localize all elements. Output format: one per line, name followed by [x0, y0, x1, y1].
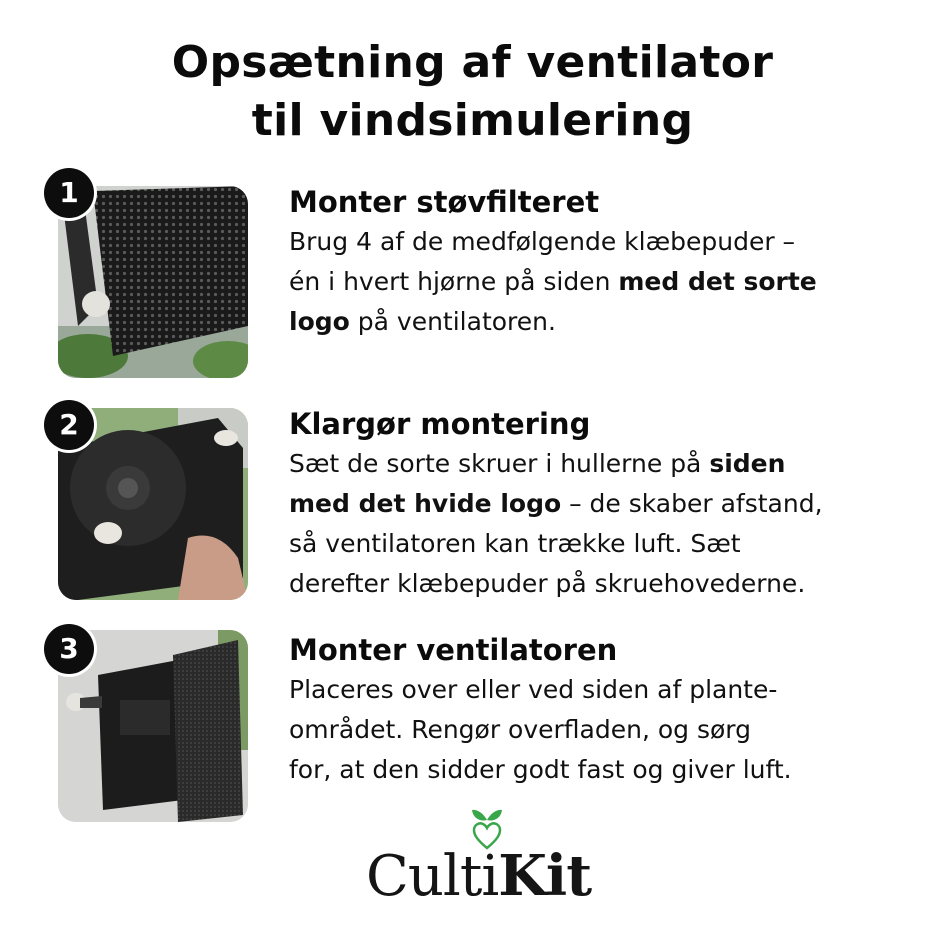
step-description-line: med det hvide logo – de skaber afstand,	[289, 489, 823, 518]
step-description-line: Sæt de sorte skruer i hullerne på siden	[289, 449, 786, 478]
step-3-text	[289, 630, 899, 790]
step-2-text	[289, 404, 899, 604]
brand-name: CultiKit	[366, 843, 592, 909]
title-line-2: til vindsimulering	[251, 95, 694, 146]
brand-logo	[366, 806, 596, 916]
step-description-line: logo på ventilatoren.	[289, 307, 556, 336]
dust-filter-photo	[58, 186, 248, 378]
step-description-line: så ventilatoren kan trække luft. Sæt	[289, 529, 741, 558]
step-description-line: for, at den sidder godt fast og giver luft.	[289, 755, 792, 784]
step-description-line: området. Rengør overfladen, og sørg	[289, 715, 751, 744]
step-number-badge: 1	[44, 168, 94, 218]
step-number-badge: 3	[44, 624, 94, 674]
step-description-line: Placeres over eller ved siden af plante-	[289, 675, 778, 704]
step-description-line: Brug 4 af de medfølgende klæbepuder –	[289, 227, 796, 256]
step-heading: Monter støvfilteret	[289, 185, 600, 219]
step-number-badge: 2	[44, 400, 94, 450]
step-description-line: én i hvert hjørne på siden med det sorte	[289, 267, 817, 296]
step-heading: Klargør montering	[289, 407, 591, 441]
title-line-1: Opsætning af ventilator	[171, 37, 774, 88]
step-1-text	[289, 182, 899, 342]
page-title	[0, 34, 945, 150]
step-heading: Monter ventilatoren	[289, 633, 618, 667]
step-description-line: derefter klæbepuder på skruehovederne.	[289, 569, 806, 598]
